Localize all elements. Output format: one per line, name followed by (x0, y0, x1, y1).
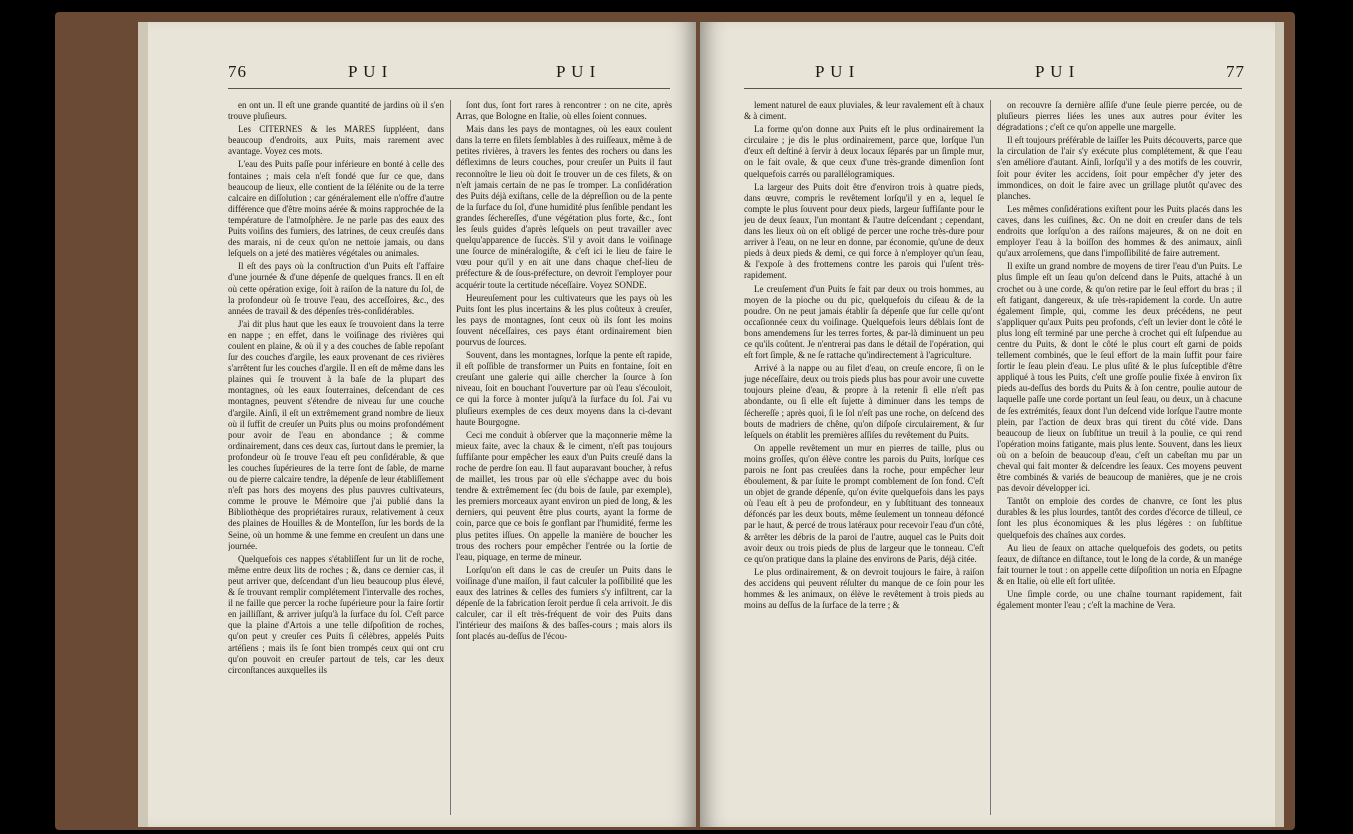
paragraph: Mais dans les pays de montagnes, où les eaux coulent dans la terre en filets ſemblables à des ruiſſeaux, même à de petites rivières, à travers les fentes des rochers ou dans les défleximns de leurs couches, pour creuſer un Puits il faut reconnoître le lieu où doit ſe trouver un de ces filets, & on n'eſt jamais certain de ne pas ſe tromper. La conſidération des Puits déjà exiſtans, celle de la dépreſſion ou de la pente de la ſurface du ſol, d'une humidité plus ſenſible pendant les grandes ſéchereſſes, d'une végétation plus forte, &c., ſont les ſeuls guides d'après leſquels on peut travailler avec quelqu'apparence de ſuccès. S'il y avoit dans le voiſinage une ſource de minéralogiſte, & c'eſt ici le lieu de faire le vœu pour qu'il y en ait une dans chaque chef-lieu de préfecture & de ſous-préfecture, on devroit l'employer pour acquérir toute la certitude néceſſaire. Voyez SONDE. (456, 124, 672, 290)
paragraph: lement naturel de eaux pluviales, & leur ravalement eſt à chaux & à ciment. (744, 100, 984, 122)
text-column-2 (997, 100, 1242, 822)
page-number: 76 (228, 62, 247, 81)
paragraph: on recouvre ſa dernière aſſiſe d'une ſeule pierre percée, ou de pluſieurs pierres liées les unes aux autres pour éviter les dégradations ; c'eſt ce qu'on appelle une margelle. (997, 100, 1242, 133)
running-head: P U I (1035, 62, 1076, 81)
paragraph: L'eau des Puits paſſe pour inférieure en bonté à celle des fontaines ; mais cela n'eſt fondé que ſur ce que, dans beaucoup de lieux, elle contient de la ſélénite ou de la terre calcaire en diſſolution ; car généralement elle n'offre d'autre différence que d'être moins aérée & moins rapprochée de la température de l'atmoſphère. Je ne parle pas des eaux des Puits voiſins des fumiers, des latrines, de ceux creuſés dans des marais, ni de ceux qu'on ne nettoie jamais, ou dans leſquels on a jeté des matières végétales ou animales. (228, 159, 444, 259)
column-rule (990, 100, 991, 815)
header-rule (744, 88, 1242, 89)
running-head: P U I (815, 62, 856, 81)
paragraph: en ont un. Il eſt une grande quantité de jardins où il s'en trouve pluſieurs. (228, 100, 444, 122)
text-column-1 (744, 100, 984, 822)
running-head: P U I (556, 62, 597, 81)
right-page (700, 22, 1275, 827)
paragraph: La largeur des Puits doit être d'environ trois à quatre pieds, dans œuvre, compris le revêtement lorſqu'il y en a, lequel ſe compte le plus ſouvent pour deux pieds, largeur ſuffiſante pour le jeu de deux ſeaux, l'un montant & l'autre deſcendant ; cependant, dans les lieux où on eſt obligé de percer une roche très-dure pour arriver à l'eau, on ne leur en donne, par économie, qu'une de deux pieds à deux pieds & demi, ce qui force à n'employer qu'un ſeau, & l'expoſe à des frottemens contre les parois qui l'uſent très-rapidement. (744, 181, 984, 281)
paragraph: Arrivé à la nappe ou au filet d'eau, on creuſe encore, ſi on le juge néceſſaire, deux ou trois pieds plus bas pour avoir une cuvette toujours pleine d'eau, & propre à la retenir ſi elle n'eſt pas abondante, ou ſi elle eſt ſujette à diminuer dans les temps de ſéchereſſe ; après quoi, ſi le ſol n'eſt pas une roche, on deſcend des bouts de madriers de chêne, qu'on diſpoſe circulairement, & ſur leſquels on établit les premières aſſiſes du revêtement du Puits. (744, 363, 984, 440)
text-column-1 (228, 100, 444, 822)
paragraph: Il eſt toujours préférable de laiſſer les Puits découverts, parce que la circulation de l'air s'y exécute plus complétement, & que l'eau s'en améliore d'autant. Ainſi, lorſqu'il y a des motifs de les couvrir, ſoit pour éviter les accidens, ſoit pour empêcher d'y jeter des immondices, on doit le faire avec un grillage plutôt qu'avec des planches. (997, 135, 1242, 201)
paragraph: Le creuſement d'un Puits ſe fait par deux ou trois hommes, au moyen de la pioche ou du pic, quelquefois du ciſeau & de la poudre. On ne peut jamais établir ſa dépenſe que ſur celle qu'ont occaſionnée ceux du voiſinage. Quelquefois leurs déblais ſont de bons amendemens ſur les terres fortes, & par-là diminuent un peu ce qu'ils coûtent. Je n'entrerai pas dans le détail de l'opération, qui eſt fort ſimple, & ne ſe rattache qu'indirectement à l'agriculture. (744, 283, 984, 361)
paragraph: Le plus ordinairement, & on devroit toujours le faire, à raiſon des accidens qui peuvent réſulter du manque de ce ſoin pour les hommes & les animaux, on élève le revêtement à trois pieds au moins au deſſus de la ſurface de la terre ; & (744, 566, 984, 611)
paragraph: Une ſimple corde, ou une chaîne tournant rapidement, fait également monter l'eau ; c'eſt la machine de Vera. (997, 589, 1242, 611)
text-column-2 (456, 100, 672, 822)
paragraph: Heureuſement pour les cultivateurs que les pays où les Puits ſont les plus incertains & les plus coûteux à creuſer, les pays de montagnes, ſont ceux où ils ſont les moins ſouvent néceſſaires, ces pays étant ordinairement bien pourvus de ſources. (456, 292, 672, 347)
paragraph: On appelle revêtement un mur en pierres de taille, plus ou moins groſſes, qu'on élève contre les parois du Puits, lorſque ces parois ne ſont pas creuſées dans la roche, pour empêcher leur éboulement, & par ſuite le prompt comblement de ſon fond. C'eſt un objet de grande dépenſe, qu'on évite quelquefois dans les pays où l'eau eſt à peu de profondeur, en y ſubſtituant des tonneaux défoncés par les deux bouts, même ſeulement un tonneau défoncé par le haut, & percé de trous latéraux pour recevoir l'eau d'un côté, & arrêter les débris de la paroi de l'autre, auquel cas le Puits doit avoir deux ou trois pieds de plus de largeur que le tonneau. C'eſt ce qu'on pratique dans la plaine des environs de Paris, déjà citée. (744, 442, 984, 564)
left-page (148, 22, 696, 827)
paragraph: Ceci me conduit à obſerver que la maçonnerie même la mieux faite, avec la chaux & le ciment, n'eſt pas toujours ſuffiſante pour empêcher les eaux d'un Puits creuſé dans la roche de perdre ſon eau. Il faut auparavant boucher, à refus de maillet, les trous par où elle s'échappe avec du bois tendre & extrêmement ſec (du bois de ſaule, par exemple), les premiers morceaux ayant environ un pied de long, & les derniers, qui peuvent être plus courts, ayant la forme de coin, parce que ce bois ſe gonflant par l'humidité, ferme les plus petites iſſues. On appelle la manière de boucher les trous des rochers pour empêcher l'entrée ou la ſortie de l'eau, piquage, en terme de mineur. (456, 429, 672, 562)
column-rule (450, 100, 451, 815)
paragraph: Les CITERNES & les MARES ſuppléent, dans beaucoup d'endroits, aux Puits, mais rarement avec avantage. Voyez ces mots. (228, 124, 444, 157)
paragraph: La forme qu'on donne aux Puits eſt le plus ordinairement la circulaire ; je dis le plus ordinairement, parce que, lorſque l'un d'eux eſt deſtiné à ſervir à deux locaux ſéparés par un ſimple mur, on le fait ovale, & que ceux d'une très-grande dimenſion ſont quelquefois carrés ou parallélogramiques. (744, 124, 984, 179)
paragraph: Il eſt des pays où la conſtruction d'un Puits eſt l'affaire d'une journée & d'une dépenſe de quelques francs. Il en eſt où cette opération exige, ſoit à raiſon de la nature du ſol, de la profondeur où ſe trouve l'eau, des acceſſoires, &c., des années de travail & des dépenſes très-conſidérables. (228, 261, 444, 316)
header-rule (228, 88, 670, 89)
paragraph: J'ai dit plus haut que les eaux ſe trouvoient dans la terre en nappe ; en effet, dans le voiſinage des rivières qui coulent en plaine, & où il y a des couches de ſable repoſant ſur des couches d'argile, les eaux provenant de ces rivières s'arrêtent ſur les couches d'argile. Il en eſt de même dans les plaines qui ſe trouvent à la baſe de la plupart des montagnes, où les eaux ſouterraines, deſcendant de ces montagnes, peuvent s'étendre de niveau ſur une couche d'argile. Ainſi, il eſt un extrêmement grand nombre de lieux où il ſuffit de creuſer un Puits plus ou moins profondément pour avoir de l'eau en abondance ; & comme ordinairement, dans ces deux cas, ſurtout dans le premier, la profondeur où ſe trouve l'eau eſt peu conſidérable, & que les couches ſupérieures de la terre ſont de ſable, de marne ou de pierre calcaire tendre, la dépenſe de leur établiſſement n'eſt pas hors des moyens des plus pauvres cultivateurs, comme le prouve le Mémoire que j'ai publié dans la Bibliothèque des propriétaires ruraux, relativement à ceux des plaines de Houilles & de Monteſſon, ſur les bords de la Seine, où un homme & une femme en creuſent un dans une journée. (228, 318, 444, 551)
paragraph: Tantôt on emploie des cordes de chanvre, ce ſont les plus durables & les plus lourdes, tantôt des cordes d'écorce de tilleul, ce ſont les plus économiques & les plus légères : on ſubſtitue quelquefois des chaînes aux cordes. (997, 496, 1242, 540)
paragraph: Lorſqu'on eſt dans le cas de creuſer un Puits dans le voiſinage d'une maiſon, il faut calculer la poſſibilité que les eaux des latrines & celles des fumiers s'y infiltrent, car la dépenſe de la fabrication ſeroit perdue ſi cela arrivoit. Je dis calculer, car il eſt très-fréquent de voir des Puits dans l'intérieur des maiſons & des baſſes-cours ; mais alors ils ſont placés au-deſſus de l'écou- (456, 564, 672, 642)
paragraph: Souvent, dans les montagnes, lorſque la pente eſt rapide, il eſt poſſible de transformer un Puits en fontaine, ſoit en creuſant une galerie qui aille chercher la ſource à ſon niveau, ſoit en bouchant l'ouverture par où l'eau s'écouloit, ce qui la force à monter juſqu'à la ſurface du ſol. J'ai vu pluſieurs exemples de ces deux moyens dans la ci-devant haute Bourgogne. (456, 350, 672, 427)
page-number: 77 (1226, 62, 1245, 81)
paragraph: Il exiſte un grand nombre de moyens de tirer l'eau d'un Puits. Le plus ſimple eſt un ſeau qu'on deſcend dans le Puits, attaché à un crochet ou à une corde, & qu'on retire par le ſeul effort du bras ; il eſt fatigant, dangereux, & uſe très-rapidement la corde. Un autre également ſimple, qui, comme les deux précédens, ne peut s'appliquer qu'aux Puits peu profonds, c'eſt un levier dont le côté le plus long eſt terminé par une perche à crochet qui eſt ſuſpendue au centre du Puits, & dont le côté le plus court eſt garni de poids tellement combinés, que le ſeul effort de la main ſuffit pour faire ſortir le ſeau plein d'eau. Le plus uſité & le plus ſuſceptible d'être appliqué à tous les Puits, c'eſt une groſſe poulie fixée à environ ſix pieds au-deſſus des bords du Puits & à ſon centre, poulie autour de laquelle paſſe une corde portant un ſeul ſeau, ou deux, un à chacune de ſes extrémités, ſeaux dont l'un deſcend vide lorſque l'autre monte plein, par l'action de deux bras qui tirent du côté vide. Dans beaucoup de lieux on ſubſtitue un treuil à la poulie, ce qui rend l'opération moins fatigante, mais plus lente. Souvent, dans les lieux où on a beſoin de beaucoup d'eau, c'eſt un cabeſtan mu par un cheval qui fait monter & deſcendre les ſeaux. Ces moyens peuvent être combinés & variés de beaucoup de manières, que je ne crois pas devoir développer ici. (997, 261, 1242, 494)
paragraph: Au lieu de ſeaux on attache quelquefois des godets, ou petits ſeaux, de diſtance en diſtance, tout le long de la corde, & un manége fait tourner le tout : on appelle cette diſpoſition un noria en Eſpagne & en Italie, où elle eſt fort uſitée. (997, 542, 1242, 586)
paragraph: Quelquefois ces nappes s'établiſſent ſur un lit de roche, même entre deux lits de roches ; &, dans ce dernier cas, il peut arriver que, deſcendant d'un lieu beaucoup plus élevé, & ſe trouvant remplir complétement l'intervalle des roches, il ne faille que percer la roche ſupérieure pour la faire ſortir en jailliſſant, & arriver juſqu'à la ſurface du ſol. C'eſt parce que la plaine d'Artois a une telle diſpoſition de roches, qu'on peut y creuſer ces Puits ſi célèbres, appelés Puits artéſiens ; mais ils ſe ſont bien trompés ceux qui ont cru qu'on pouvoit en creuſer partout de tels, car les deux circonſtances auxquelles ils (228, 553, 444, 675)
paragraph: Les mêmes conſidérations exiſtent pour les Puits placés dans les caves, dans les cuiſines, &c. On ne doit en creuſer dans de tels endroits que lorſqu'on a des raiſons majeures, & on ne doit en employer l'eau à la boiſſon des hommes & des animaux, ainſi qu'aux arroſemens, que dans l'impoſſibilité de faire autrement. (997, 203, 1242, 259)
running-head: P U I (348, 62, 389, 81)
paragraph: ſont dus, ſont fort rares à rencontrer : on ne cite, après Arras, que Bologne en Italie, où elles ſoient connues. (456, 100, 672, 122)
